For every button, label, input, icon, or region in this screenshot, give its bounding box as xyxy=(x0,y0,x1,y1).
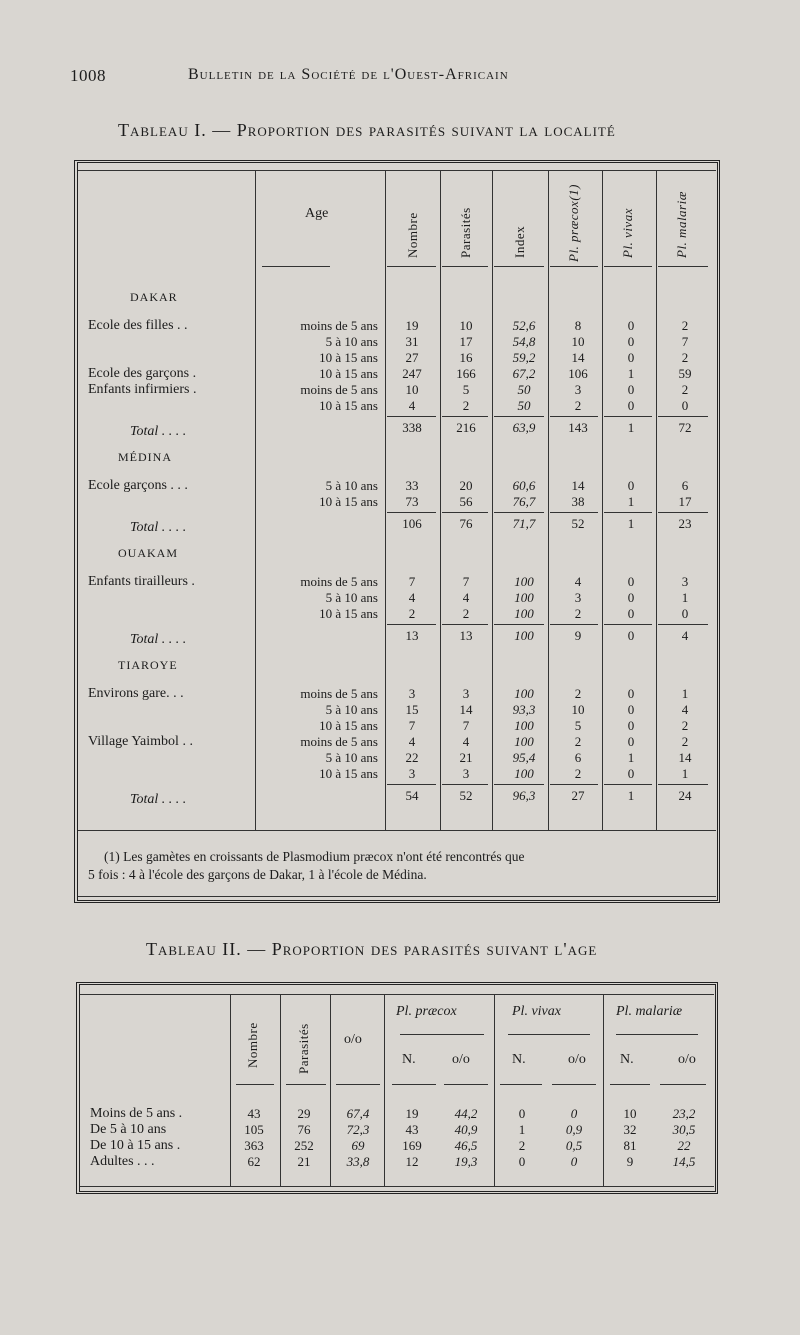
value-idx: 100 xyxy=(514,606,534,621)
value-pr: 2 xyxy=(574,398,582,413)
value-p: 4 xyxy=(462,734,470,749)
value-idx: 100 xyxy=(514,686,534,701)
table2-col-rule xyxy=(384,994,385,1186)
value2-p: 76 xyxy=(297,1122,311,1137)
value-vi: 0 xyxy=(627,318,635,333)
total-n: 106 xyxy=(402,516,422,531)
age-cell: 5 à 10 ans xyxy=(325,750,378,765)
header-rule-2 xyxy=(552,1084,596,1085)
value-idx: 100 xyxy=(514,766,534,781)
value-idx: 59,2 xyxy=(512,350,536,365)
value-ma: 2 xyxy=(681,318,689,333)
value-vi: 1 xyxy=(627,494,635,509)
age-cell: 10 à 15 ans xyxy=(319,718,378,733)
table2-top-rule xyxy=(80,994,714,995)
value2-vi_n: 1 xyxy=(518,1122,526,1137)
row-label: Ecole des garçons . xyxy=(88,366,197,381)
value-n: 3 xyxy=(408,766,416,781)
table2-col-rule xyxy=(330,994,331,1186)
header-rule-2 xyxy=(236,1084,274,1085)
total-rule xyxy=(442,416,488,417)
value-ma: 2 xyxy=(681,718,689,733)
value2-pr_p: 46,5 xyxy=(454,1138,478,1153)
value-p: 7 xyxy=(462,718,470,733)
value2-vi_p: 0,9 xyxy=(565,1122,583,1137)
header-rule xyxy=(604,266,652,267)
brace-rule xyxy=(400,1034,484,1035)
praecox-header-2: Pl. præcox xyxy=(396,1004,457,1019)
parasites-header: Parasités xyxy=(458,207,473,258)
header-rule-2 xyxy=(392,1084,436,1085)
value-idx: 100 xyxy=(514,718,534,733)
value-p: 7 xyxy=(462,574,470,589)
index-header: Index xyxy=(512,225,527,258)
value-pr: 38 xyxy=(571,494,585,509)
table2-col-rule xyxy=(280,994,281,1186)
total-rule xyxy=(494,416,544,417)
table1-col-rule xyxy=(255,170,256,830)
value-n: 4 xyxy=(408,590,416,605)
total-rule xyxy=(550,784,598,785)
value-vi: 1 xyxy=(627,366,635,381)
value2-pr_n: 169 xyxy=(402,1138,422,1153)
total-idx: 96,3 xyxy=(512,788,536,803)
total-p: 52 xyxy=(459,788,473,803)
age-cell: moins de 5 ans xyxy=(300,734,378,749)
value2-vi_n: 2 xyxy=(518,1138,526,1153)
value-n: 22 xyxy=(405,750,419,765)
table1-col-rule xyxy=(492,170,493,830)
value-vi: 0 xyxy=(627,382,635,397)
total-n: 338 xyxy=(402,420,422,435)
total-pr: 143 xyxy=(568,420,588,435)
value-idx: 100 xyxy=(514,734,534,749)
value-idx: 54,8 xyxy=(512,334,536,349)
total-rule xyxy=(442,624,488,625)
table1-bottom-rule xyxy=(78,896,716,897)
value-ma: 14 xyxy=(678,750,692,765)
table1-top-rule xyxy=(78,170,716,171)
row-label: Ecole des filles . . xyxy=(88,318,188,333)
total-rule xyxy=(494,784,544,785)
table2-col-rule xyxy=(603,994,604,1186)
table2-title: Tableau II. — Proportion des parasités suivant l'age xyxy=(146,939,598,959)
value-pr: 10 xyxy=(571,702,585,717)
value-ma: 1 xyxy=(681,590,689,605)
total-rule xyxy=(550,624,598,625)
value2-ma_n: 32 xyxy=(623,1122,637,1137)
table1-title: Tableau I. — Proportion des parasités suivant la localité xyxy=(118,120,616,140)
table1-footnote-1: (1) Les gamètes en croissants de Plasmodium præcox n'ont été rencontrés que xyxy=(104,849,525,864)
value-n: 33 xyxy=(405,478,419,493)
value-p: 14 xyxy=(459,702,473,717)
total-idx: 63,9 xyxy=(512,420,536,435)
section-dakar: DAKAR xyxy=(130,290,178,304)
age-cell: 10 à 15 ans xyxy=(319,494,378,509)
value-idx: 52,6 xyxy=(512,318,536,333)
value2-vi_p: 0,5 xyxy=(565,1138,583,1153)
total-rule xyxy=(604,624,652,625)
table1-col-rule xyxy=(548,170,549,830)
value-p: 10 xyxy=(459,318,473,333)
total-rule xyxy=(387,624,436,625)
value2-pr_p: 19,3 xyxy=(454,1154,478,1169)
table2-col-rule xyxy=(230,994,231,1186)
value-idx: 50 xyxy=(517,382,531,397)
value-vi: 0 xyxy=(627,590,635,605)
value2-pr_p: 40,9 xyxy=(454,1122,478,1137)
value-ma: 17 xyxy=(678,494,692,509)
value2-vi_n: 0 xyxy=(518,1106,526,1121)
value-p: 166 xyxy=(456,366,476,381)
value-n: 27 xyxy=(405,350,419,365)
total-n: 54 xyxy=(405,788,419,803)
value-vi: 1 xyxy=(627,750,635,765)
value-vi: 0 xyxy=(627,398,635,413)
total-vi: 1 xyxy=(627,420,635,435)
age-cell: 10 à 15 ans xyxy=(319,766,378,781)
value2-n: 363 xyxy=(244,1138,264,1153)
header-rule xyxy=(442,266,488,267)
value-n: 73 xyxy=(405,494,419,509)
value-pr: 8 xyxy=(574,318,582,333)
header-rule xyxy=(262,266,330,267)
value-ma: 2 xyxy=(681,382,689,397)
value-idx: 95,4 xyxy=(512,750,536,765)
value-n: 7 xyxy=(408,574,416,589)
value-idx: 100 xyxy=(514,590,534,605)
value-pr: 2 xyxy=(574,766,582,781)
age-cell: 5 à 10 ans xyxy=(325,334,378,349)
value-idx: 100 xyxy=(514,574,534,589)
value-pr: 14 xyxy=(571,478,585,493)
value-p: 3 xyxy=(462,686,470,701)
total-ma: 24 xyxy=(678,788,692,803)
table1-col-rule xyxy=(440,170,441,830)
value2-vi_p: 0 xyxy=(570,1106,578,1121)
parasites-header-2: Parasités xyxy=(296,1023,311,1074)
value-p: 2 xyxy=(462,606,470,621)
value-ma: 0 xyxy=(681,606,689,621)
value-vi: 0 xyxy=(627,734,635,749)
value-ma: 2 xyxy=(681,734,689,749)
table2-col-rule xyxy=(494,994,495,1186)
total-rule xyxy=(604,512,652,513)
page-number: 1008 xyxy=(70,66,106,85)
value-pr: 6 xyxy=(574,750,582,765)
age-cell: 10 à 15 ans xyxy=(319,606,378,621)
value-vi: 0 xyxy=(627,334,635,349)
age-cell: 5 à 10 ans xyxy=(325,590,378,605)
row-label: Enfants infirmiers . xyxy=(88,382,197,397)
value-pr: 5 xyxy=(574,718,582,733)
vivax-header-2: Pl. vivax xyxy=(512,1004,561,1019)
total-pr: 52 xyxy=(571,516,585,531)
section-tiaroye: TIAROYE xyxy=(118,658,178,672)
value-p: 16 xyxy=(459,350,473,365)
section-ouakam: OUAKAM xyxy=(118,546,178,560)
nombre-header: Nombre xyxy=(405,212,420,258)
value2-ma_p: 14,5 xyxy=(672,1154,696,1169)
header-rule-2 xyxy=(286,1084,326,1085)
value2-pct: 69 xyxy=(351,1138,365,1153)
value2-pr_n: 19 xyxy=(405,1106,419,1121)
total-label: Total . . . . xyxy=(130,632,187,647)
total-ma: 72 xyxy=(678,420,692,435)
value-n: 4 xyxy=(408,734,416,749)
total-p: 216 xyxy=(456,420,476,435)
value-vi: 0 xyxy=(627,478,635,493)
section-médina: MÉDINA xyxy=(118,450,172,464)
value-idx: 50 xyxy=(517,398,531,413)
pct-header: o/o xyxy=(344,1032,362,1047)
value-ma: 1 xyxy=(681,766,689,781)
praecox-header: Pl. præcox(1) xyxy=(566,184,581,262)
value-idx: 93,3 xyxy=(512,702,536,717)
value2-pct: 33,8 xyxy=(346,1154,370,1169)
value-n: 2 xyxy=(408,606,416,621)
total-p: 76 xyxy=(459,516,473,531)
value2-p: 21 xyxy=(297,1154,311,1169)
total-n: 13 xyxy=(405,628,419,643)
table1-col-rule xyxy=(602,170,603,830)
value-n: 10 xyxy=(405,382,419,397)
value2-vi_n: 0 xyxy=(518,1154,526,1169)
value-idx: 76,7 xyxy=(512,494,536,509)
value-p: 17 xyxy=(459,334,473,349)
header-rule-2 xyxy=(610,1084,650,1085)
row-label: Enfants tirailleurs . xyxy=(88,574,195,589)
table1-col-rule xyxy=(385,170,386,830)
brace-rule xyxy=(616,1034,698,1035)
total-label: Total . . . . xyxy=(130,520,187,535)
value-ma: 3 xyxy=(681,574,689,589)
value-pr: 106 xyxy=(568,366,588,381)
value-vi: 0 xyxy=(627,574,635,589)
value-idx: 67,2 xyxy=(512,366,536,381)
subheader-pct_sub: o/o xyxy=(568,1052,586,1067)
row-label-2: De 5 à 10 ans xyxy=(90,1122,167,1137)
value2-ma_n: 9 xyxy=(626,1154,634,1169)
total-label: Total . . . . xyxy=(130,792,187,807)
value2-ma_n: 81 xyxy=(623,1138,637,1153)
value-p: 56 xyxy=(459,494,473,509)
header-rule xyxy=(658,266,708,267)
value2-pct: 67,4 xyxy=(346,1106,370,1121)
age-cell: moins de 5 ans xyxy=(300,686,378,701)
subheader-n: N. xyxy=(512,1052,526,1067)
subheader-pct_sub: o/o xyxy=(678,1052,696,1067)
value-n: 247 xyxy=(402,366,422,381)
total-vi: 1 xyxy=(627,516,635,531)
value-vi: 0 xyxy=(627,686,635,701)
total-vi: 0 xyxy=(627,628,635,643)
value-p: 2 xyxy=(462,398,470,413)
total-rule xyxy=(442,784,488,785)
value-pr: 2 xyxy=(574,606,582,621)
value-ma: 7 xyxy=(681,334,689,349)
total-idx: 100 xyxy=(514,628,534,643)
age-cell: 10 à 15 ans xyxy=(319,398,378,413)
value-p: 20 xyxy=(459,478,473,493)
total-ma: 4 xyxy=(681,628,689,643)
row-label: Ecole garçons . . . xyxy=(88,478,188,493)
value-vi: 0 xyxy=(627,606,635,621)
row-label-2: De 10 à 15 ans . xyxy=(90,1138,181,1153)
value2-ma_n: 10 xyxy=(623,1106,637,1121)
value-idx: 60,6 xyxy=(512,478,536,493)
total-rule xyxy=(550,416,598,417)
table1-footnote-2: 5 fois : 4 à l'école des garçons de Dakar, 1 à l'école de Médina. xyxy=(88,867,427,882)
value-pr: 4 xyxy=(574,574,582,589)
age-header: Age xyxy=(305,206,329,221)
row-label-2: Adultes . . . xyxy=(90,1154,155,1169)
value-p: 3 xyxy=(462,766,470,781)
value2-n: 62 xyxy=(247,1154,261,1169)
value-vi: 0 xyxy=(627,718,635,733)
row-label: Environs gare. . . xyxy=(88,686,184,701)
value-n: 4 xyxy=(408,398,416,413)
row-label: Village Yaimbol . . xyxy=(88,734,193,749)
header-rule-2 xyxy=(660,1084,706,1085)
total-label: Total . . . . xyxy=(130,424,187,439)
row-label-2: Moins de 5 ans . xyxy=(90,1106,183,1121)
total-idx: 71,7 xyxy=(512,516,536,531)
value2-n: 43 xyxy=(247,1106,261,1121)
value-n: 3 xyxy=(408,686,416,701)
total-rule xyxy=(658,624,708,625)
value2-ma_p: 23,2 xyxy=(672,1106,696,1121)
value-vi: 0 xyxy=(627,766,635,781)
brace-rule xyxy=(508,1034,590,1035)
nombre-header-2: Nombre xyxy=(245,1022,260,1068)
table2-bottom-rule xyxy=(80,1186,714,1187)
value-ma: 4 xyxy=(681,702,689,717)
value-n: 15 xyxy=(405,702,419,717)
value-n: 19 xyxy=(405,318,419,333)
value-pr: 10 xyxy=(571,334,585,349)
malariae-header: Pl. malariæ xyxy=(674,191,689,258)
value2-ma_p: 22 xyxy=(677,1138,691,1153)
header-rule xyxy=(550,266,598,267)
total-rule xyxy=(658,784,708,785)
total-rule xyxy=(658,416,708,417)
total-pr: 27 xyxy=(571,788,585,803)
subheader-n: N. xyxy=(402,1052,416,1067)
value-pr: 3 xyxy=(574,590,582,605)
age-cell: 5 à 10 ans xyxy=(325,478,378,493)
header-rule xyxy=(387,266,436,267)
table1-col-rule xyxy=(656,170,657,830)
total-rule xyxy=(604,416,652,417)
total-vi: 1 xyxy=(627,788,635,803)
malariae-header-2: Pl. malariæ xyxy=(616,1004,683,1019)
value2-pr_n: 12 xyxy=(405,1154,419,1169)
value-vi: 0 xyxy=(627,702,635,717)
header-rule-2 xyxy=(336,1084,380,1085)
vivax-header: Pl. vivax xyxy=(620,208,635,258)
value2-pr_p: 44,2 xyxy=(454,1106,478,1121)
value-ma: 6 xyxy=(681,478,689,493)
age-cell: moins de 5 ans xyxy=(300,382,378,397)
header-rule-2 xyxy=(444,1084,488,1085)
subheader-pct_sub: o/o xyxy=(452,1052,470,1067)
value-p: 4 xyxy=(462,590,470,605)
total-rule xyxy=(387,512,436,513)
value-ma: 0 xyxy=(681,398,689,413)
value2-p: 252 xyxy=(294,1138,314,1153)
age-cell: 10 à 15 ans xyxy=(319,366,378,381)
age-cell: moins de 5 ans xyxy=(300,318,378,333)
age-cell: 10 à 15 ans xyxy=(319,350,378,365)
total-rule xyxy=(494,624,544,625)
value-ma: 59 xyxy=(678,366,692,381)
table1-footnote-rule xyxy=(78,830,716,831)
value-pr: 2 xyxy=(574,686,582,701)
total-rule xyxy=(550,512,598,513)
value-vi: 0 xyxy=(627,350,635,365)
subheader-n: N. xyxy=(620,1052,634,1067)
value-pr: 3 xyxy=(574,382,582,397)
total-rule xyxy=(442,512,488,513)
value2-pr_n: 43 xyxy=(405,1122,419,1137)
value-pr: 2 xyxy=(574,734,582,749)
value-pr: 14 xyxy=(571,350,585,365)
total-pr: 9 xyxy=(574,628,582,643)
header-rule-2 xyxy=(500,1084,542,1085)
value-ma: 1 xyxy=(681,686,689,701)
value2-ma_p: 30,5 xyxy=(672,1122,696,1137)
header-rule xyxy=(494,266,544,267)
value2-pct: 72,3 xyxy=(346,1122,370,1137)
age-cell: 5 à 10 ans xyxy=(325,702,378,717)
value-p: 5 xyxy=(462,382,470,397)
total-rule xyxy=(387,784,436,785)
total-rule xyxy=(658,512,708,513)
value2-p: 29 xyxy=(297,1106,311,1121)
total-rule xyxy=(387,416,436,417)
value-p: 21 xyxy=(459,750,473,765)
journal-title: Bulletin de la Société de l'Ouest-Africain xyxy=(188,66,509,83)
age-cell: moins de 5 ans xyxy=(300,574,378,589)
total-rule xyxy=(604,784,652,785)
value-n: 31 xyxy=(405,334,419,349)
value-ma: 2 xyxy=(681,350,689,365)
value-n: 7 xyxy=(408,718,416,733)
total-p: 13 xyxy=(459,628,473,643)
value2-n: 105 xyxy=(244,1122,264,1137)
value2-vi_p: 0 xyxy=(570,1154,578,1169)
total-ma: 23 xyxy=(678,516,692,531)
total-rule xyxy=(494,512,544,513)
